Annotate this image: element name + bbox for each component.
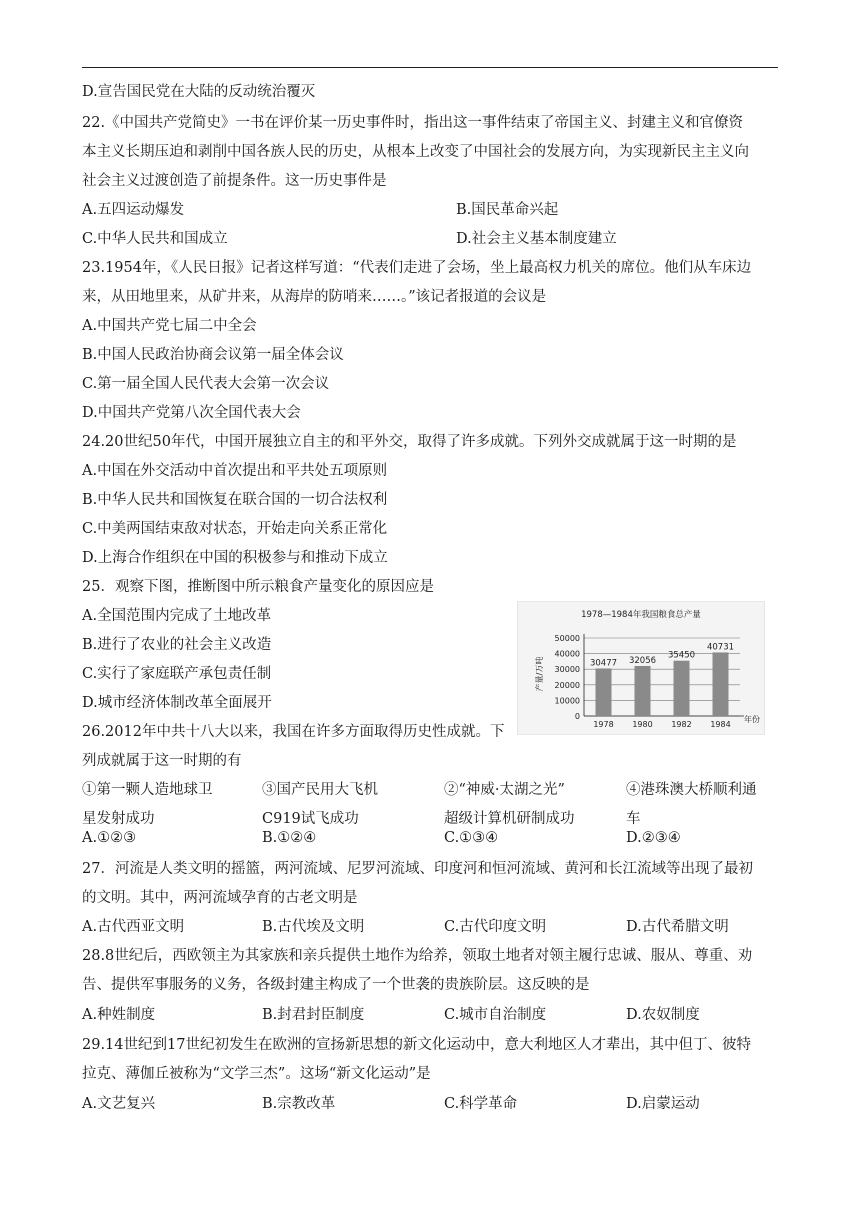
q26-option-b[interactable]: B.①②④ [262, 830, 317, 846]
q24-option-d[interactable]: D.上海合作组织在中国的积极参与和推动下成立 [82, 550, 388, 566]
q22-option-a[interactable]: A.五四运动爆发 [82, 202, 185, 218]
q26-item-4-line2: 车 [626, 811, 641, 827]
chart-x-axis-label: 年份 [744, 715, 760, 724]
q29-option-c[interactable]: C.科学革命 [444, 1096, 518, 1112]
chart-y-tick-label: 20000 [554, 680, 580, 690]
q22-stem-line1: 22.《中国共产党简史》一书在评价某一历史事件时，指出这一事件结束了帝国主义、封建主义和官僚资 [82, 115, 744, 131]
q23-stem-line2: 来，从田地里来，从矿井来，从海岸的防哨来……。”该记者报道的会议是 [82, 289, 547, 305]
chart-x-tick-label: 1978 [593, 720, 614, 729]
chart-y-tick-label: 10000 [554, 696, 580, 706]
chart-data-label: 30477 [589, 658, 618, 669]
q29-option-a[interactable]: A.文艺复兴 [82, 1096, 156, 1112]
q28-option-a[interactable]: A.种姓制度 [82, 1007, 156, 1023]
chart-bar [635, 666, 651, 716]
q28-option-c[interactable]: C.城市自治制度 [444, 1007, 547, 1023]
header-rule [82, 67, 778, 68]
q25-option-d[interactable]: D.城市经济体制改革全面展开 [82, 695, 272, 711]
chart-y-tick-label: 30000 [554, 665, 580, 675]
chart-x-tick-label: 1980 [632, 720, 653, 729]
q25-option-a[interactable]: A.全国范围内完成了土地改革 [82, 608, 272, 624]
q24-stem-line1: 24.20世纪50年代，中国开展独立自主的和平外交，取得了许多成就。下列外交成就属于这一时期的是 [82, 434, 737, 450]
q22-option-c[interactable]: C.中华人民共和国成立 [82, 231, 228, 247]
q26-item-3-line2: C919试飞成功 [262, 811, 359, 827]
grain-output-chart [517, 601, 765, 735]
q27-option-a[interactable]: A.古代西亚文明 [82, 919, 185, 935]
chart-y-tick-label: 40000 [554, 649, 580, 659]
q26-stem-line2: 列成就属于这一时期的有 [82, 753, 242, 769]
q26-item-1-line1: ①第一颗人造地球卫 [82, 782, 213, 798]
q29-stem-line2: 拉克、薄伽丘被称为“文学三杰”。这场“新文化运动”是 [82, 1066, 431, 1082]
q25-stem-line1: 25．观察下图，推断图中所示粮食产量变化的原因应是 [82, 579, 434, 595]
q27-stem-line1: 27．河流是人类文明的摇篮，两河流域、尼罗河流域、印度河和恒河流域、黄河和长江流域等出现了最初 [82, 861, 753, 877]
q22-option-d[interactable]: D.社会主义基本制度建立 [456, 231, 617, 247]
q26-item-2-line2: 超级计算机研制成功 [444, 811, 575, 827]
q24-option-b[interactable]: B.中华人民共和国恢复在联合国的一切合法权利 [82, 492, 388, 508]
q26-option-c[interactable]: C.①③④ [444, 830, 499, 846]
q23-option-b[interactable]: B.中国人民政治协商会议第一届全体会议 [82, 347, 344, 363]
q26-item-2-line1: ②“神威·太湖之光” [444, 782, 565, 798]
chart-y-axis-label: 产量/万吨 [535, 656, 544, 692]
q28-stem-line2: 告、提供军事服务的义务，各级封建主构成了一个世袭的贵族阶层。这反映的是 [82, 977, 590, 993]
q26-item-1-line2: 星发射成功 [82, 811, 155, 827]
chart-bar [674, 661, 690, 716]
q22-stem-line2: 本主义长期压迫和剥削中国各族人民的历史，从根本上改变了中国社会的发展方向，为实现新民主主义向 [82, 144, 749, 160]
q27-option-c[interactable]: C.古代印度文明 [444, 919, 547, 935]
q25-option-c[interactable]: C.实行了家庭联产承包责任制 [82, 666, 272, 682]
chart-x-tick-label: 1984 [710, 720, 731, 729]
q21-option-d[interactable]: D.宣告国民党在大陆的反动统治覆灭 [82, 84, 316, 100]
chart-data-label: 40731 [706, 642, 735, 653]
chart-x-tick-label: 1982 [671, 720, 692, 729]
q26-stem-line1: 26.2012年中共十八大以来，我国在许多方面取得历史性成就。下 [82, 724, 505, 740]
chart-data-label: 32056 [628, 655, 657, 666]
q29-stem-line1: 29.14世纪到17世纪初发生在欧洲的宣扬新思想的新文化运动中，意大利地区人才辈出，其中但丁、彼特 [82, 1037, 751, 1053]
q28-stem-line1: 28.8世纪后，西欧领主为其家族和亲兵提供土地作为给养，领取土地者对领主履行忠诚、服从、尊重、劝 [82, 948, 753, 964]
q27-option-b[interactable]: B.古代埃及文明 [262, 919, 365, 935]
q28-option-d[interactable]: D.农奴制度 [626, 1007, 700, 1023]
q25-option-b[interactable]: B.进行了农业的社会主义改造 [82, 637, 272, 653]
q26-item-3-line1: ③国产民用大飞机 [262, 782, 378, 798]
q26-option-d[interactable]: D.②③④ [626, 830, 681, 846]
q29-option-d[interactable]: D.启蒙运动 [626, 1096, 700, 1112]
q26-option-a[interactable]: A.①②③ [82, 830, 137, 846]
q22-stem-line3: 社会主义过渡创造了前提条件。这一历史事件是 [82, 173, 387, 189]
chart-data-label: 35450 [667, 650, 696, 661]
q22-option-b[interactable]: B.国民革命兴起 [456, 202, 559, 218]
chart-title: 1978—1984年我国粮食总产量 [581, 610, 701, 620]
q23-option-d[interactable]: D.中国共产党第八次全国代表大会 [82, 405, 301, 421]
chart-y-tick-label: 50000 [554, 634, 580, 643]
q29-option-b[interactable]: B.宗教改革 [262, 1096, 336, 1112]
chart-bar [596, 668, 612, 716]
chart-canvas [518, 602, 764, 734]
q24-option-c[interactable]: C.中美两国结束敌对状态，开始走向关系正常化 [82, 521, 388, 537]
q24-option-a[interactable]: A.中国在外交活动中首次提出和平共处五项原则 [82, 463, 388, 479]
q27-option-d[interactable]: D.古代希腊文明 [626, 919, 729, 935]
chart-y-tick-label: 0 [574, 712, 580, 721]
q26-item-4-line1: ④港珠澳大桥顺利通 [626, 782, 757, 798]
q23-option-c[interactable]: C.第一届全国人民代表大会第一次会议 [82, 376, 330, 392]
chart-bar [713, 652, 729, 716]
q27-stem-line2: 的文明。其中，两河流域孕育的古老文明是 [82, 890, 358, 906]
q28-option-b[interactable]: B.封君封臣制度 [262, 1007, 365, 1023]
q23-option-a[interactable]: A.中国共产党七届二中全会 [82, 318, 257, 334]
q23-stem-line1: 23.1954年，《人民日报》记者这样写道：“代表们走进了会场，坐上最高权力机关的席位。他们从车床边 [82, 260, 752, 276]
